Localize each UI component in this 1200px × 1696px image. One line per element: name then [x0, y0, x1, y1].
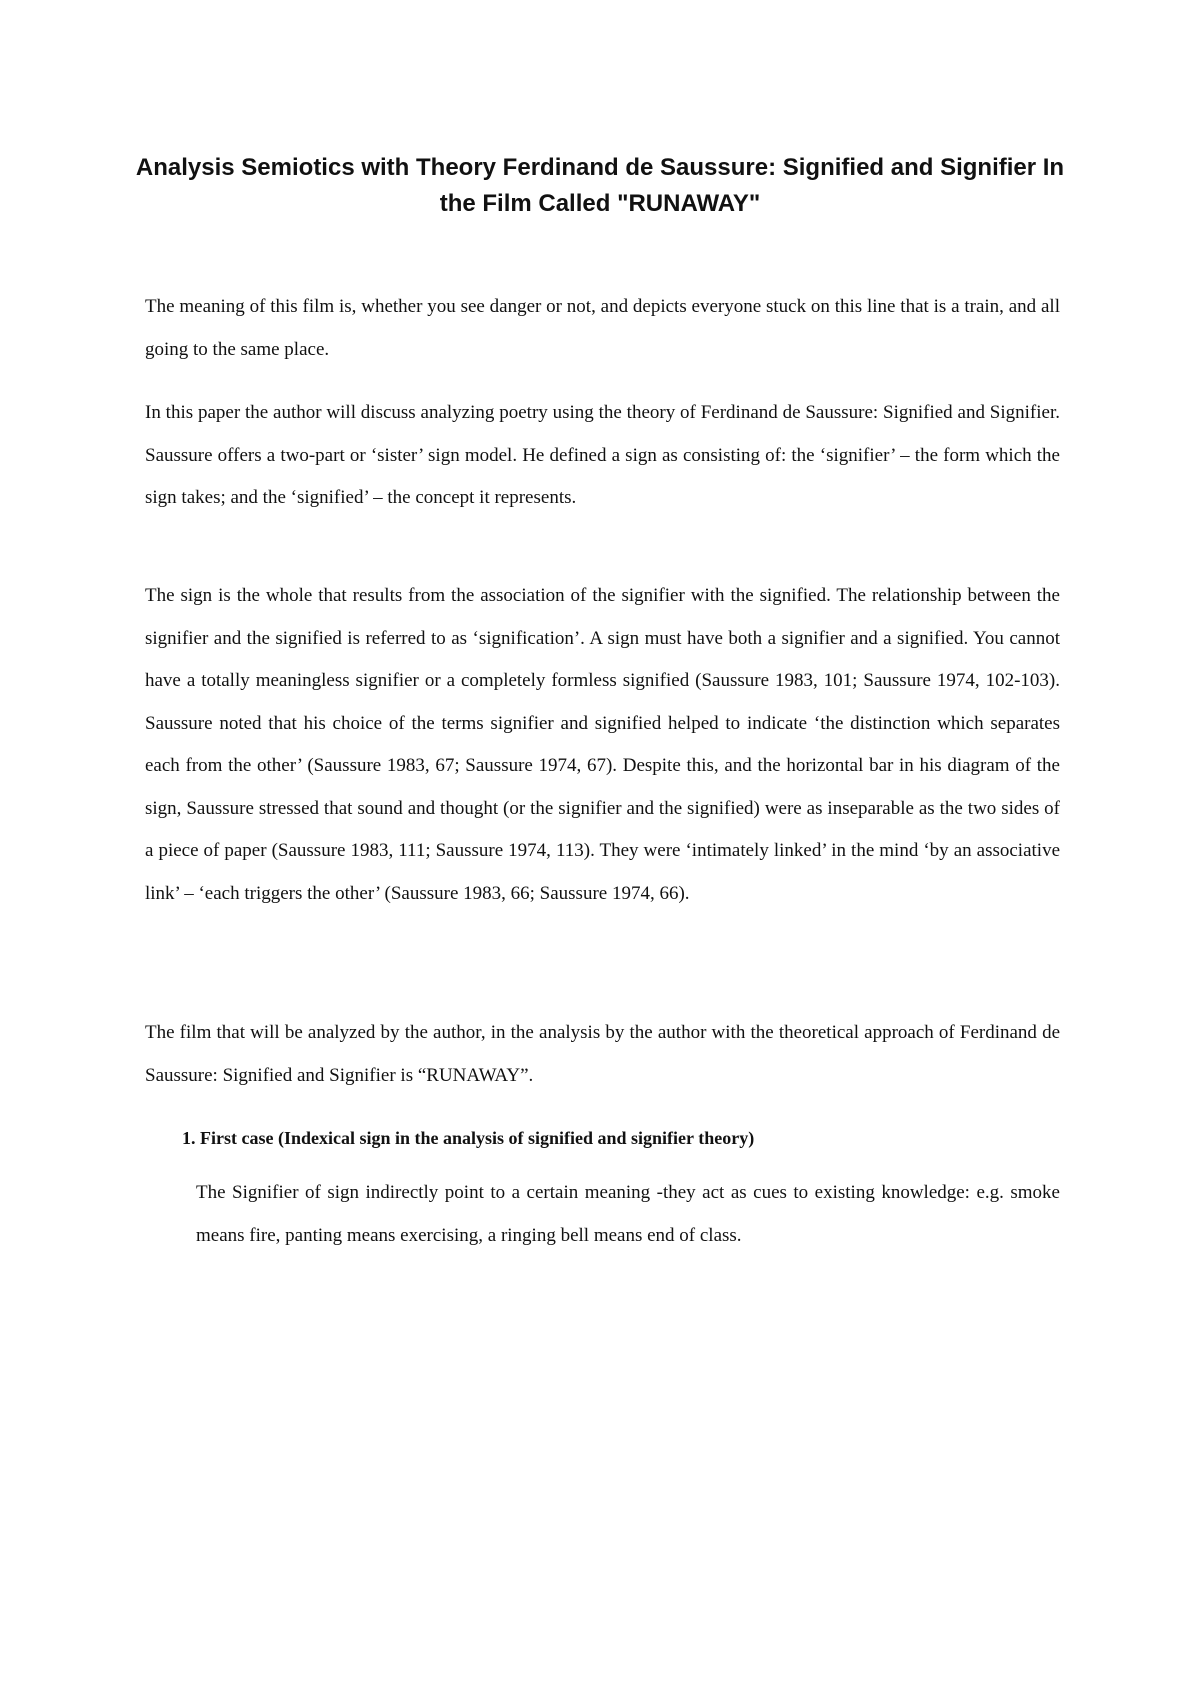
theory-paragraph: In this paper the author will discuss analyzing poetry using the theory of Ferdinand de Saussure: Signified and Signifier. Saussure offers a two-part or ‘sister’ sign model. He defined a sign as consisting of: the ‘signifier’ – the form which the sign takes; and the ‘signified’ – the concept it represents.: [145, 402, 1060, 508]
document-title: Analysis Semiotics with Theory Ferdinand de Saussure: Signified and Signifier In the Film Called "RUNAWAY": [135, 154, 1065, 217]
section-paragraph: The Signifier of sign indirectly point to a certain meaning -they act as cues to existing knowledge: e.g. smoke means fire, panting means exercising, a ringing bell means end of class.: [196, 1182, 1060, 1246]
film-paragraph: The film that will be analyzed by the author, in the analysis by the author with the theoretical approach of Ferdinand de Saussure: Signified and Signifier is “RUNAWAY”.: [145, 1022, 1060, 1086]
sign-paragraph: The sign is the whole that results from the association of the signifier with the signified. The relationship between the signifier and the signified is referred to as ‘signification’. A sign must have both a signifier and a signified. You cannot have a totally meaningless signifier or a completely formless signified (Saussure 1983, 101; Saussure 1974, 102-103). Saussure noted that his choice of the terms signifier and signified helped to indicate ‘the distinction which separates each from the other’ (Saussure 1983, 67; Saussure 1974, 67). Despite this, and the horizontal bar in his diagram of the sign, Saussure stressed that sound and thought (or the signifier and the signified) were as inseparable as the two sides of a piece of paper (Saussure 1983, 111; Saussure 1974, 113). They were ‘intimately linked’ in the mind ‘by an associative link’ – ‘each triggers the other’ (Saussure 1983, 66; Saussure 1974, 66).: [145, 585, 1060, 904]
section-heading: 1. First case (Indexical sign in the analysis of signified and signifier theory): [182, 1128, 755, 1148]
intro-paragraph: The meaning of this film is, whether you see danger or not, and depicts everyone stuck on this line that is a train, and all going to the same place.: [145, 296, 1060, 360]
